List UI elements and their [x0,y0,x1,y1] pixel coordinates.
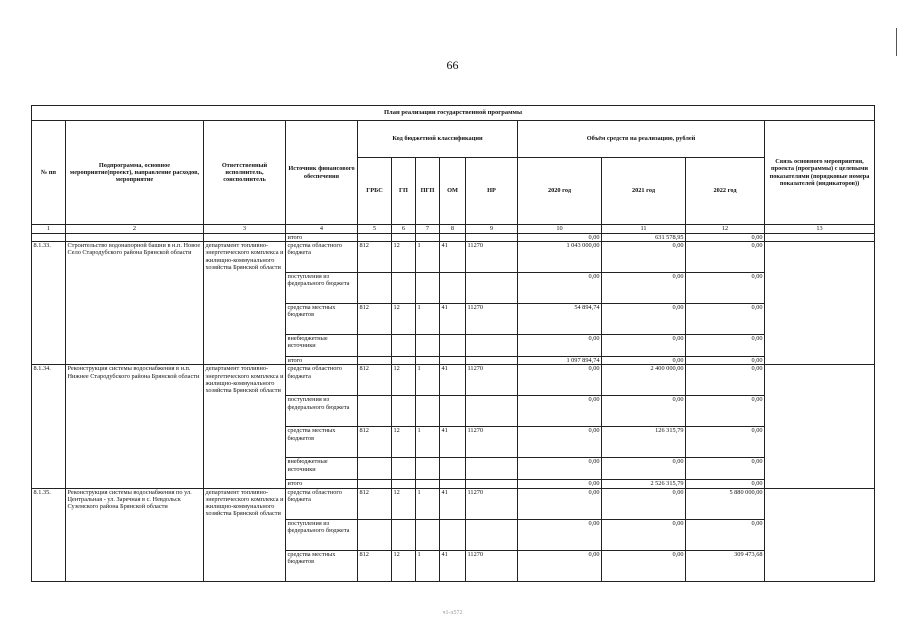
table-row: поступления из федерального бюджета 0,00 0,00 0,00 [32,273,875,304]
entry-num: 8.1.34. [32,365,66,488]
source-federal: поступления из федерального бюджета [286,396,358,427]
entry-responsible: департамент топливно-энергетического комплекса и жилищно-коммунального хозяйства Брянской области [204,488,286,581]
header-source: Источник финансового обеспечения [286,121,358,225]
header-budget-code: Код бюджетной классификации [358,121,518,158]
entry-responsible: департамент топливно-энергетического комплекса и жилищно-коммунального хозяйства Брянской области [204,242,286,365]
table-row: средства местных бюджетов 812 12 1 41 11270 0,00 126 315,79 0,00 [32,427,875,458]
table-row: итого 1 097 894,74 0,00 0,00 [287,357,763,365]
header-2020: 2020 год [518,158,602,225]
source-local: средства местных бюджетов [286,550,358,581]
source-regional: средства областного бюджета [286,242,358,273]
entry-num: 8.1.35. [32,488,66,581]
table-row: средства местных бюджетов 812 12 1 41 11270 54 894,74 0,00 0,00 [32,304,875,335]
header-om: ОМ [440,158,466,225]
header-link: Связь основного мероприятия, проекта (программы) с целевыми показателями (порядковые номера показателей (индикаторов)) [765,121,875,225]
entry-name: Строительство водонапорной башни в н.п. Новое Село Стародубского района Брянской области [66,242,204,365]
source-total: итого [286,480,358,488]
header-nr: НР [466,158,518,225]
table-row: поступления из федерального бюджета 0,00 0,00 0,00 [32,519,875,550]
entry-name: Реконструкция системы водоснабжения в н.п. Нижнее Стародубского района Брянской области [66,365,204,488]
table-row: итого 0,00 631 578,95 0,00 [32,234,875,242]
entry-responsible: департамент топливно-энергетического комплекса и жилищно-коммунального хозяйства Брянской области [204,365,286,488]
column-number-row: 1 2 3 4 5 6 7 8 9 10 11 12 13 [32,225,875,234]
source-total: итого [286,357,358,365]
entry-name: Реконструкция системы водоснабжения по ул. Центральная - ул. Заречная в с. Невдольск Суземского района Брянской области [66,488,204,581]
scan-edge-mark [896,28,897,56]
header-subprogram: Подпрограмма, основное мероприятие(проект), направление расходов, мероприятие [66,121,204,225]
header-grbs: ГРБС [358,158,392,225]
header-gp: ГП [392,158,416,225]
header-pgp: ПГП [416,158,440,225]
table-row: 8.1.34. Реконструкция системы водоснабжения в н.п. Нижнее Стародубского района Брянской области департамент топливно-энергетического комплекса и жилищно-коммунального хозяйства Брянской области средства областного бюджета 812 12 1 41 11270 0,00 2 400 000,00 0,00 [32,365,875,396]
header-2021: 2021 год [602,158,686,225]
header-2022: 2022 год [686,158,765,225]
source-regional: средства областного бюджета [286,365,358,396]
table-row: итого 0,00 2 526 315,79 0,00 [287,480,763,488]
table-row: средства местных бюджетов 812 12 1 41 11270 0,00 0,00 309 473,68 [32,550,875,581]
source-total: итого [286,234,358,242]
table-row: 8.1.33. Строительство водонапорной башни в н.п. Новое Село Стародубского района Брянской области департамент топливно-энергетического комплекса и жилищно-коммунального хозяйства Брянской области средства областного бюджета 812 12 1 41 11270 1 043 000,00 0,00 0,00 [32,242,875,273]
source-extra: внебюджетные источники [286,458,358,480]
source-extra: внебюджетные источники [286,335,358,357]
table-row: 8.1.35. Реконструкция системы водоснабжения по ул. Центральная - ул. Заречная в с. Невдольск Суземского района Брянской области департамент топливно-энергетического комплекса и жилищно-коммунального хозяйства Брянской области средства областного бюджета 812 12 1 41 11270 0,00 0,00 5 880 000,00 [32,488,875,519]
program-plan-table [31,105,875,582]
header-num: № пп [32,121,66,225]
table-row: внебюджетные источники 0,00 0,00 0,00 [32,335,875,357]
source-local: средства местных бюджетов [286,304,358,335]
table-title: План реализации государственной программы [32,106,875,121]
source-local: средства местных бюджетов [286,427,358,458]
source-federal: поступления из федерального бюджета [286,273,358,304]
source-federal: поступления из федерального бюджета [286,519,358,550]
page-number: 66 [446,58,459,72]
source-regional: средства областного бюджета [286,488,358,519]
header-responsible: Ответственный исполнитель, соисполнитель [204,121,286,225]
entry-num: 8.1.33. [32,242,66,365]
table-row: внебюджетные источники 0,00 0,00 0,00 [32,458,875,480]
footer-stamp: ч1-л572 [442,610,463,616]
header-volume: Объём средств на реализацию, рублей [518,121,765,158]
table-row: поступления из федерального бюджета 0,00 0,00 0,00 [32,396,875,427]
